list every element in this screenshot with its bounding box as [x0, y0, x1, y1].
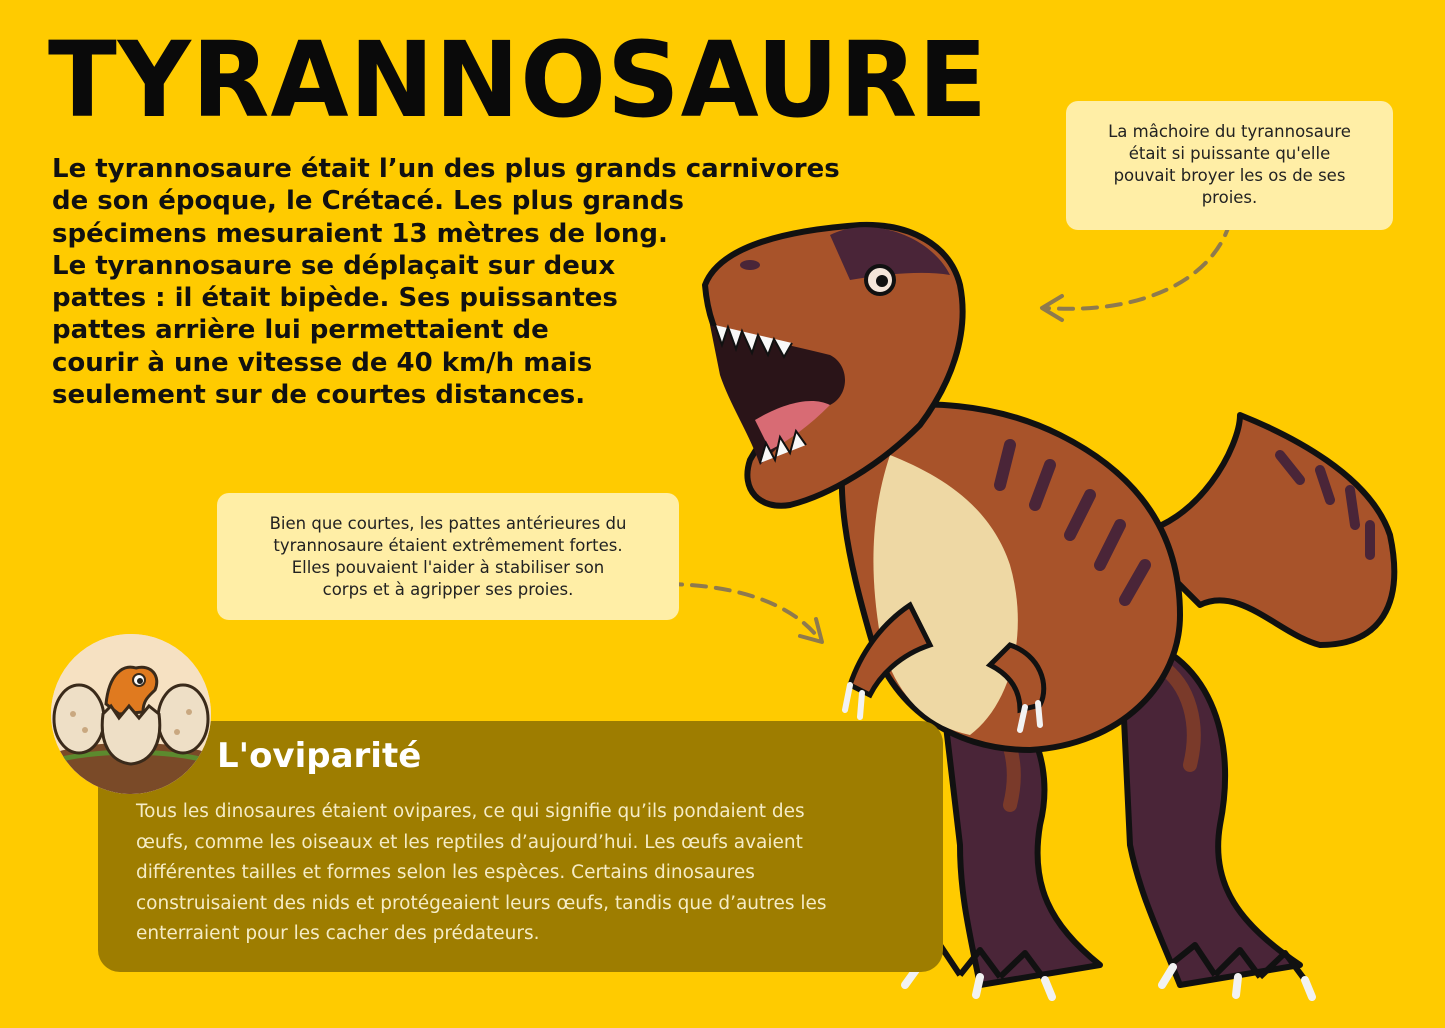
intro-line: pattes arrière lui permettaient de: [52, 315, 549, 346]
note-line: tyrannosaure étaient extrêmement fortes.: [273, 536, 623, 555]
intro-line: pattes : il était bipède. Ses puissantes: [52, 283, 618, 314]
hatching-dinosaur-badge: [51, 634, 211, 794]
intro-line: Le tyrannosaure était l’un des plus grands carnivores: [52, 154, 840, 184]
intro-line: courir à une vitesse de 40 km/h mais: [52, 347, 593, 378]
oviparity-line: construisaient des nids et protégeaient leurs œufs, tandis que d’autres les: [136, 892, 827, 914]
oviparity-line: Tous les dinosaures étaient ovipares, ce qui signifie qu’ils pondaient des: [136, 801, 805, 822]
note-line: Elles pouvaient l'aider à stabiliser son: [291, 558, 605, 577]
oviparity-line: œufs, comme les oiseaux et les reptiles d’aujourd’hui. Les œufs avaient: [136, 831, 803, 853]
note-line: Bien que courtes, les pattes antérieures du: [269, 514, 627, 533]
arms-fact-note: [217, 493, 679, 620]
note-line: pouvait broyer les os de ses: [1113, 166, 1346, 185]
intro-line: de son époque, le Crétacé. Les plus grands: [52, 186, 684, 217]
oviparity-line: enterraient pour les cacher des prédateurs.: [136, 923, 540, 944]
page-title: TYRANNOSAURE: [48, 19, 989, 141]
oviparity-title: L'oviparité: [217, 736, 422, 776]
note-line: corps et à agripper ses proies.: [322, 580, 574, 599]
intro-line: spécimens mesuraient 13 mètres de long.: [52, 218, 668, 249]
note-line: proies.: [1201, 188, 1258, 207]
note-line: La mâchoire du tyrannosaure: [1108, 122, 1351, 141]
intro-line: Le tyrannosaure se déplaçait sur deux: [52, 250, 616, 281]
hatching-dinosaur-illustration: [51, 634, 211, 794]
note-line: était si puissante qu'elle: [1128, 144, 1331, 163]
oviparity-line: différentes tailles et formes selon les espèces. Certains dinosaures: [136, 862, 755, 883]
intro-line: seulement sur de courtes distances.: [52, 380, 586, 411]
oviparity-text: [136, 797, 827, 950]
